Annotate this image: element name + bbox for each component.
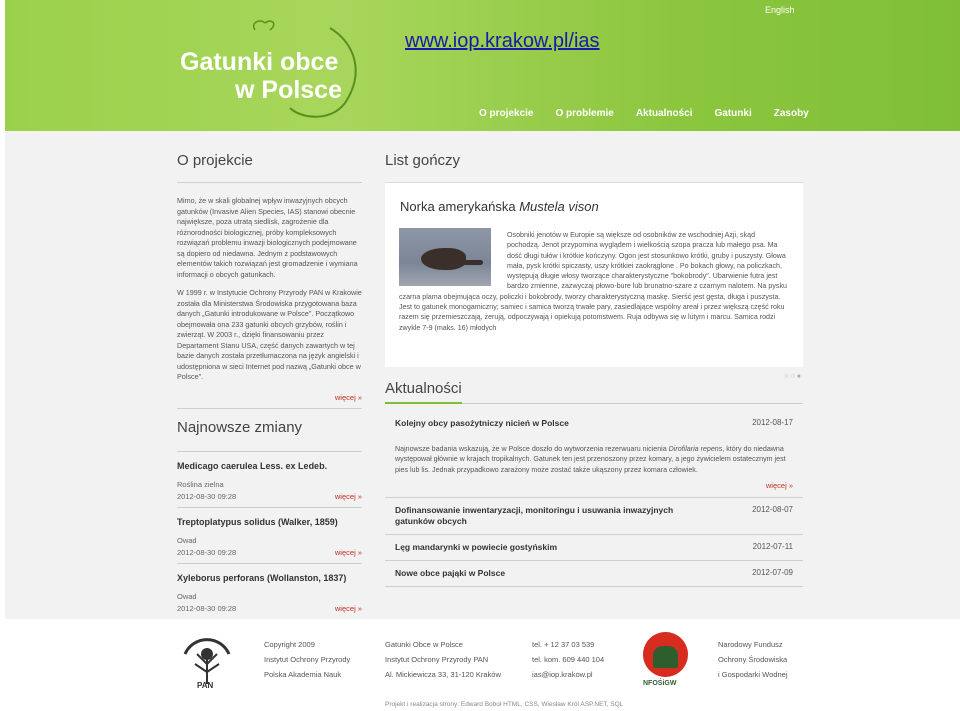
list-item	[177, 508, 362, 564]
about-more-row	[177, 391, 362, 409]
footer-copyright	[264, 637, 350, 682]
footer-fund-line: Narodowy Fundusz	[718, 640, 783, 649]
header	[5, 0, 960, 131]
footer-address-line: Instytut Ochrony Przyrody PAN	[385, 655, 489, 664]
change-more-link[interactable]: więcej »	[334, 491, 362, 501]
about-paragraph-2: W 1999 r. w Instytucie Ochrony Przyrody PAN w Krakowie została dla Ministerstwa Środowiska przygotowana baza danych „Gatunki introdukowane w Polsce". Początkowo obejmowała ona 233 gatunki obcych grzybów, roślin i zwierząt. W 2003 r., dzięki finansowaniu przez Departament Stanu USA, część danych zawartych w tej bazie danych została przetłumaczona na język angielski i udostępniona w sieci Internet pod nazwą „Gatunki obce w Polsce".	[177, 288, 362, 381]
news-item	[385, 535, 803, 561]
news-desc-species: Dirofilaria repens	[668, 445, 723, 453]
site-logo[interactable]	[180, 18, 370, 123]
iop-label: PAN	[197, 681, 214, 690]
change-meta	[177, 492, 362, 508]
nav-gatunki[interactable]: Gatunki	[714, 108, 752, 119]
footer-fund-line: Ochrony Środowiska	[718, 655, 788, 664]
news-head	[395, 568, 793, 579]
about-paragraph-1: Mimo, że w skali globalnej wpływ inwazyjnych obcych gatunków (Invasive Alien Species, IAS) stanowi obecnie największe, poza utratą siedlisk, zagrożenie dla różnorodności biologicznej, próby kompleksowych rozwiązań problemu inwazji biologicznych podejmowane są dopiero od niedawna. Jednym z podstawowych elementów takich rozwiązań jest gromadzenie i wymiana informacji o obcych gatunkach.	[177, 196, 358, 279]
footer-contact	[532, 637, 604, 682]
news-title[interactable]: Kolejny obcy pasożytniczy nicień w Polsce	[395, 418, 569, 428]
nav-o-problemie[interactable]: O problemie	[555, 108, 614, 119]
main-nav	[479, 108, 831, 119]
wanted-species-heading[interactable]	[400, 199, 599, 214]
news-item	[385, 561, 803, 587]
nav-aktualnosci[interactable]: Aktualności	[635, 108, 693, 119]
iop-logo[interactable]	[177, 634, 237, 692]
species-common-name: Norka amerykańska	[400, 199, 520, 214]
nfosigw-tree-icon	[653, 646, 678, 668]
logo-line-2: w Polsce	[235, 76, 342, 104]
footer-fund	[718, 637, 787, 682]
news-title[interactable]: Dofinansowanie inwentaryzacji, monitoringu i usuwania inwazyjnych gatunków obcych	[395, 504, 674, 526]
news-title-text: Aktualności	[385, 380, 462, 404]
language-english-link[interactable]: English	[765, 5, 795, 15]
news-desc-part-b: , który do niedawna występował głównie w krajach tropikalnych. Gatunek ten jest przenoszony przez komary, a jego żywicielem ostatecznym jest pies lub lis. Jednak przypadkowo zarażony może zostać także ukąszony przez komara człowiek.	[395, 445, 786, 474]
list-item	[177, 452, 362, 508]
about-title: O projekcie	[177, 152, 362, 183]
news-head	[395, 418, 793, 429]
change-name[interactable]: Medicago caerulea Less. ex Ledeb.	[177, 460, 328, 471]
about-more-link[interactable]: więcej »	[334, 392, 362, 402]
news-date: 2012-08-07	[752, 504, 793, 514]
change-more-link[interactable]: więcej »	[334, 603, 362, 613]
nfosigw-logo[interactable]	[643, 632, 688, 677]
news-head	[395, 542, 793, 553]
change-meta	[177, 604, 362, 620]
changes-title: Najnowsze zmiany	[177, 419, 362, 452]
news-section-title	[385, 380, 803, 404]
wanted-feature	[385, 182, 803, 367]
change-type: Owad	[177, 591, 197, 601]
news-title[interactable]: Nowe obce pająki w Polsce	[395, 567, 506, 578]
news-date: 2012-08-17	[752, 418, 793, 427]
footer	[0, 619, 960, 711]
change-type: Roślina zielna	[177, 479, 224, 489]
photo-spacer	[399, 230, 507, 288]
nfosigw-label: NFOŚiGW	[643, 680, 677, 687]
change-date: 2012-08-30 09:28	[177, 491, 237, 501]
change-name[interactable]: Treptoplatypus solidus (Walker, 1859)	[177, 516, 338, 527]
news-item	[385, 498, 803, 535]
footer-email-link[interactable]: ias@iop.krakow.pl	[532, 670, 593, 679]
change-type: Owad	[177, 535, 197, 545]
footer-copyright-line: Polska Akademia Nauk	[264, 670, 342, 679]
nav-zasoby[interactable]: Zasoby	[773, 108, 809, 119]
left-column	[177, 152, 362, 620]
logo-line-1: Gatunki obce	[180, 48, 339, 76]
change-date: 2012-08-30 09:28	[177, 547, 237, 557]
news-desc-part-a: Najnowsze badania wskazują, że w Polsce doszło do wytworzenia rezerwuaru nicienia	[395, 445, 669, 453]
news-title[interactable]: Lęg mandarynki w powiecie gostyńskim	[395, 541, 558, 552]
change-date: 2012-08-30 09:28	[177, 603, 237, 613]
news-head	[395, 505, 793, 527]
list-item	[177, 564, 362, 620]
nav-o-projekcie[interactable]: O projekcie	[479, 108, 534, 119]
news-item-featured	[385, 404, 803, 498]
wanted-description	[399, 230, 789, 333]
about-text	[177, 196, 362, 383]
news-description	[395, 444, 793, 475]
footer-credits: Projekt i realizacja strony: Edward Boboł HTML, CSS, Wiesław Król ASP.NET, SQL	[385, 701, 624, 708]
footer-phone: tel. + 12 37 03 539	[532, 640, 595, 649]
change-meta	[177, 548, 362, 564]
news-date: 2012-07-09	[752, 567, 793, 577]
site-url-link[interactable]: www.iop.krakow.pl/ias	[405, 30, 600, 52]
footer-fund-line: i Gospodarki Wodnej	[718, 670, 788, 679]
footer-copyright-line: Instytut Ochrony Przyrody	[264, 655, 351, 664]
footer-address-line: Gatunki Obce w Polsce	[385, 640, 463, 649]
change-name[interactable]: Xyleborus perforans (Wollanston, 1837)	[177, 572, 347, 583]
change-more-link[interactable]: więcej »	[334, 547, 362, 557]
logo-text	[180, 48, 342, 104]
news-more-link[interactable]: więcej »	[765, 480, 793, 490]
footer-address-line: Al. Mickiewicza 33, 31-120 Kraków	[385, 670, 501, 679]
right-column	[385, 152, 803, 587]
footer-mobile: tel. kom. 609 440 104	[532, 655, 605, 664]
species-latin-name: Mustela vison	[519, 199, 599, 214]
wanted-title: List gończy	[385, 152, 461, 169]
wanted-description-text: Osobniki jenotów w Europie są większe od osobników ze wschodniej Azji, skąd pochodzą. Jenot przypomina wyglądem i wielkością szopa pracza lub małego psa. Ma dość długi tułów i krótkie kończyny. Ogon jest stosunkowo krótki, gruby i puszysty. Głowa mała, pysk krótki spiczasty, uszy krótkiei zaokrąglone . Po bokach głowy, na policzkach, występują długie włosy tworzące charakterystyczne "bokobrody". Ubarwienie futra jest bardzo zmienne, zazwyczaj płowo-bure lub brunatno-szare z czarnym nalotem. Na pysku czarna plama obejmująca oczy, policzki i bokobrody, tworzy charakterystyczną maskę. Sierść jest gęsta, długa i puszysta. Jest to gatunek monogamiczny; samiec i samica tworzą trwałe pary, zasiedlające wspólny areał i przez większą część roku razem się przemieszczają, żerują, odpoczywają i opiekują potomstwem. Ruja odbywa się w lutym i marcu. Samica rodzi zwykle 7-9 (maks. 16) młodych	[399, 231, 787, 332]
news-date: 2012-07-11	[752, 541, 793, 551]
footer-address	[385, 637, 501, 682]
footer-copyright-line: Copyright 2009	[264, 640, 315, 649]
carousel-dots[interactable]: ○○●	[784, 373, 803, 380]
